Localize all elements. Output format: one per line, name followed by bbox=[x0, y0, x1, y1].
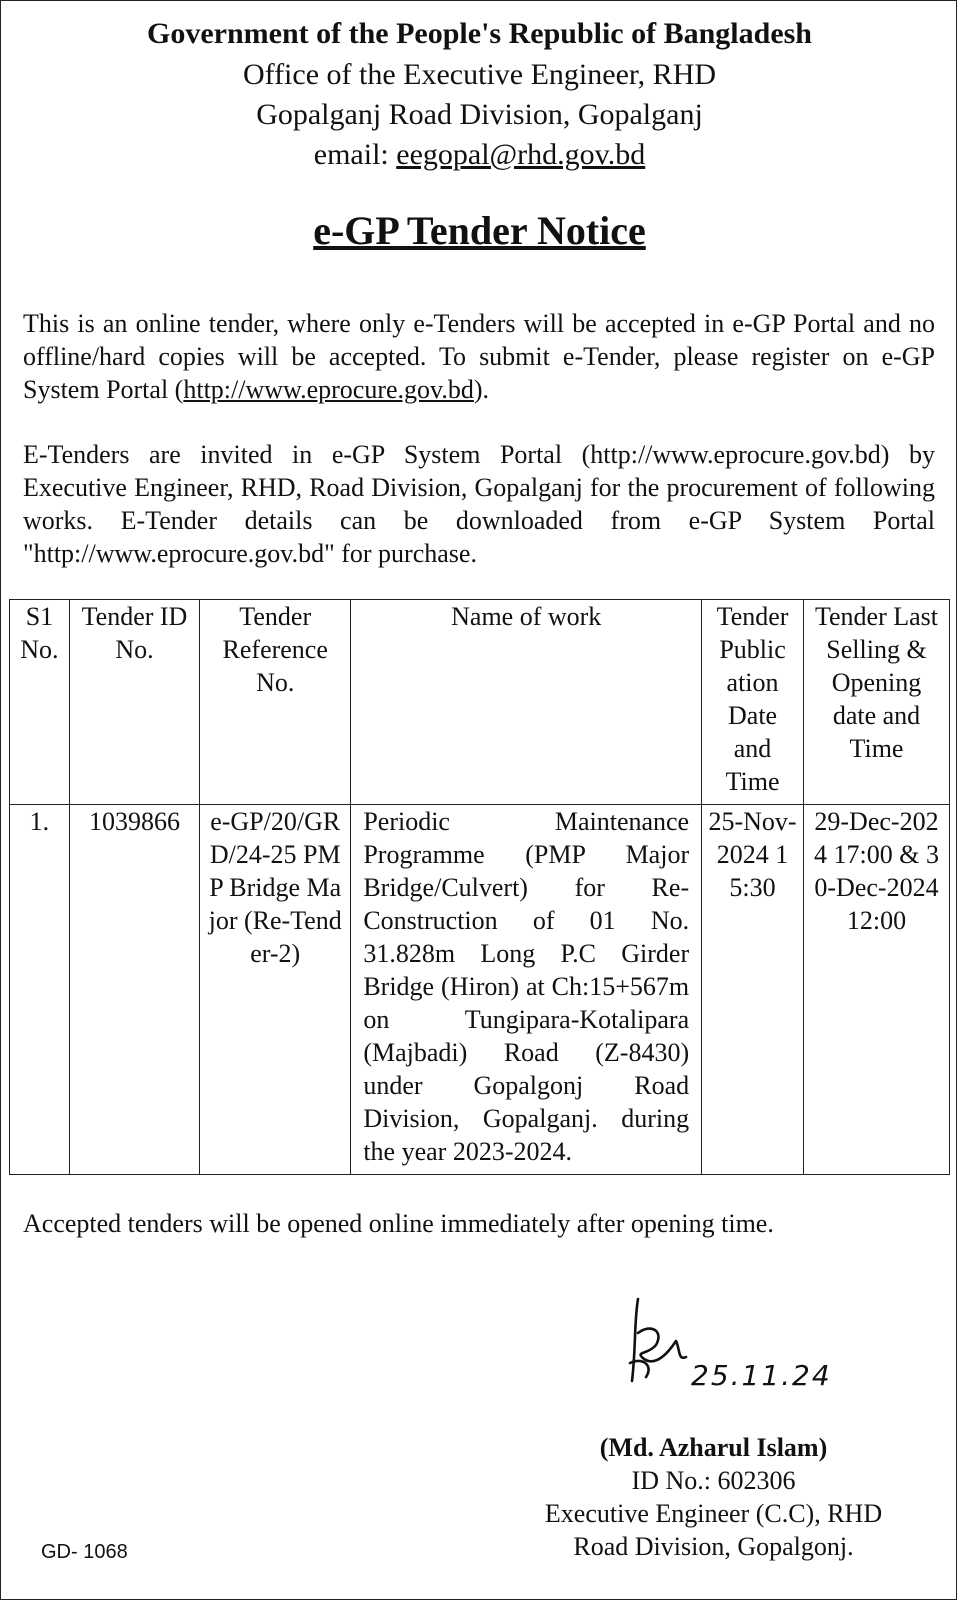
invitation-paragraph: E-Tenders are invited in e-GP System Portal (http://www.eprocure.gov.bd) by Executive Engineer, RHD, Road Division, Gopalganj for the procurement of following works. E-Tender details can be downloaded from e-GP System Portal "http://www.eprocure.gov.bd" for purchase. bbox=[23, 440, 935, 568]
table-row bbox=[10, 805, 950, 1175]
paragraph1-text-after: ). bbox=[473, 375, 490, 404]
email-label: email: bbox=[313, 138, 397, 171]
signature-date: 25.11.24 bbox=[691, 1359, 832, 1392]
signatory-id: ID No.: 602306 bbox=[631, 1466, 796, 1495]
notice-title: e-GP Tender Notice bbox=[313, 208, 646, 253]
cell-selling-opening-date: 29-Dec-2024 17:00 & 30-Dec-2024 12:00 bbox=[803, 805, 949, 1175]
signature-image bbox=[616, 1293, 696, 1388]
online-tender-paragraph bbox=[23, 307, 935, 406]
government-heading: Government of the People's Republic of Bangladesh bbox=[147, 17, 812, 50]
signatory-office: Road Division, Gopalgonj. bbox=[573, 1532, 854, 1561]
table-header-row bbox=[10, 600, 950, 805]
cell-sl-no: 1. bbox=[10, 805, 70, 1175]
header-selling-opening-date: Tender Last Selling & Opening date and Time bbox=[803, 600, 949, 805]
header-tender-reference: Tender Reference No. bbox=[200, 600, 351, 805]
signatory-name: (Md. Azharul Islam) bbox=[599, 1433, 828, 1462]
cell-name-of-work: Periodic Maintenance Programme (PMP Major Bridge/Culvert) for Re-Construction of 01 No. 31.828m Long P.C Girder Bridge (Hiron) at Ch:15+567m on Tungipara-Kotalipara (Majbadi) Road (Z-8430) under Gopalgonj Road Division, Gopalganj. during the year 2023-2024. bbox=[351, 805, 702, 1175]
opening-note: Accepted tenders will be opened online immediately after opening time. bbox=[23, 1209, 774, 1238]
email-link[interactable]: eegopal@rhd.gov.bd bbox=[396, 138, 646, 171]
header-tender-id: Tender ID No. bbox=[69, 600, 199, 805]
signatory-designation: Executive Engineer (C.C), RHD bbox=[544, 1499, 883, 1528]
division-heading: Gopalganj Road Division, Gopalganj bbox=[256, 98, 703, 131]
gd-code: GD- 1068 bbox=[41, 1541, 128, 1563]
eprocure-link[interactable]: http://www.eprocure.gov.bd bbox=[183, 375, 474, 404]
email-line bbox=[1, 138, 957, 172]
cell-tender-reference: e-GP/20/GRD/24-25 PMP Bridge Major (Re-Tender-2) bbox=[200, 805, 351, 1175]
header-publication-date: Tender Public ation Date and Time bbox=[702, 600, 804, 805]
office-heading: Office of the Executive Engineer, RHD bbox=[242, 58, 717, 91]
header-name-of-work: Name of work bbox=[351, 600, 702, 805]
cell-tender-id: 1039866 bbox=[69, 805, 199, 1175]
tender-table bbox=[9, 599, 950, 1175]
cell-publication-date: 25-Nov-2024 15:30 bbox=[702, 805, 804, 1175]
header-sl-no: S1 No. bbox=[10, 600, 70, 805]
paragraph1-text-before: This is an online tender, where only e-Tenders will be accepted in e-GP Portal and no offline/hard copies will be accepted. To submit e-Tender, please register on e-GP System Portal ( bbox=[23, 309, 935, 404]
